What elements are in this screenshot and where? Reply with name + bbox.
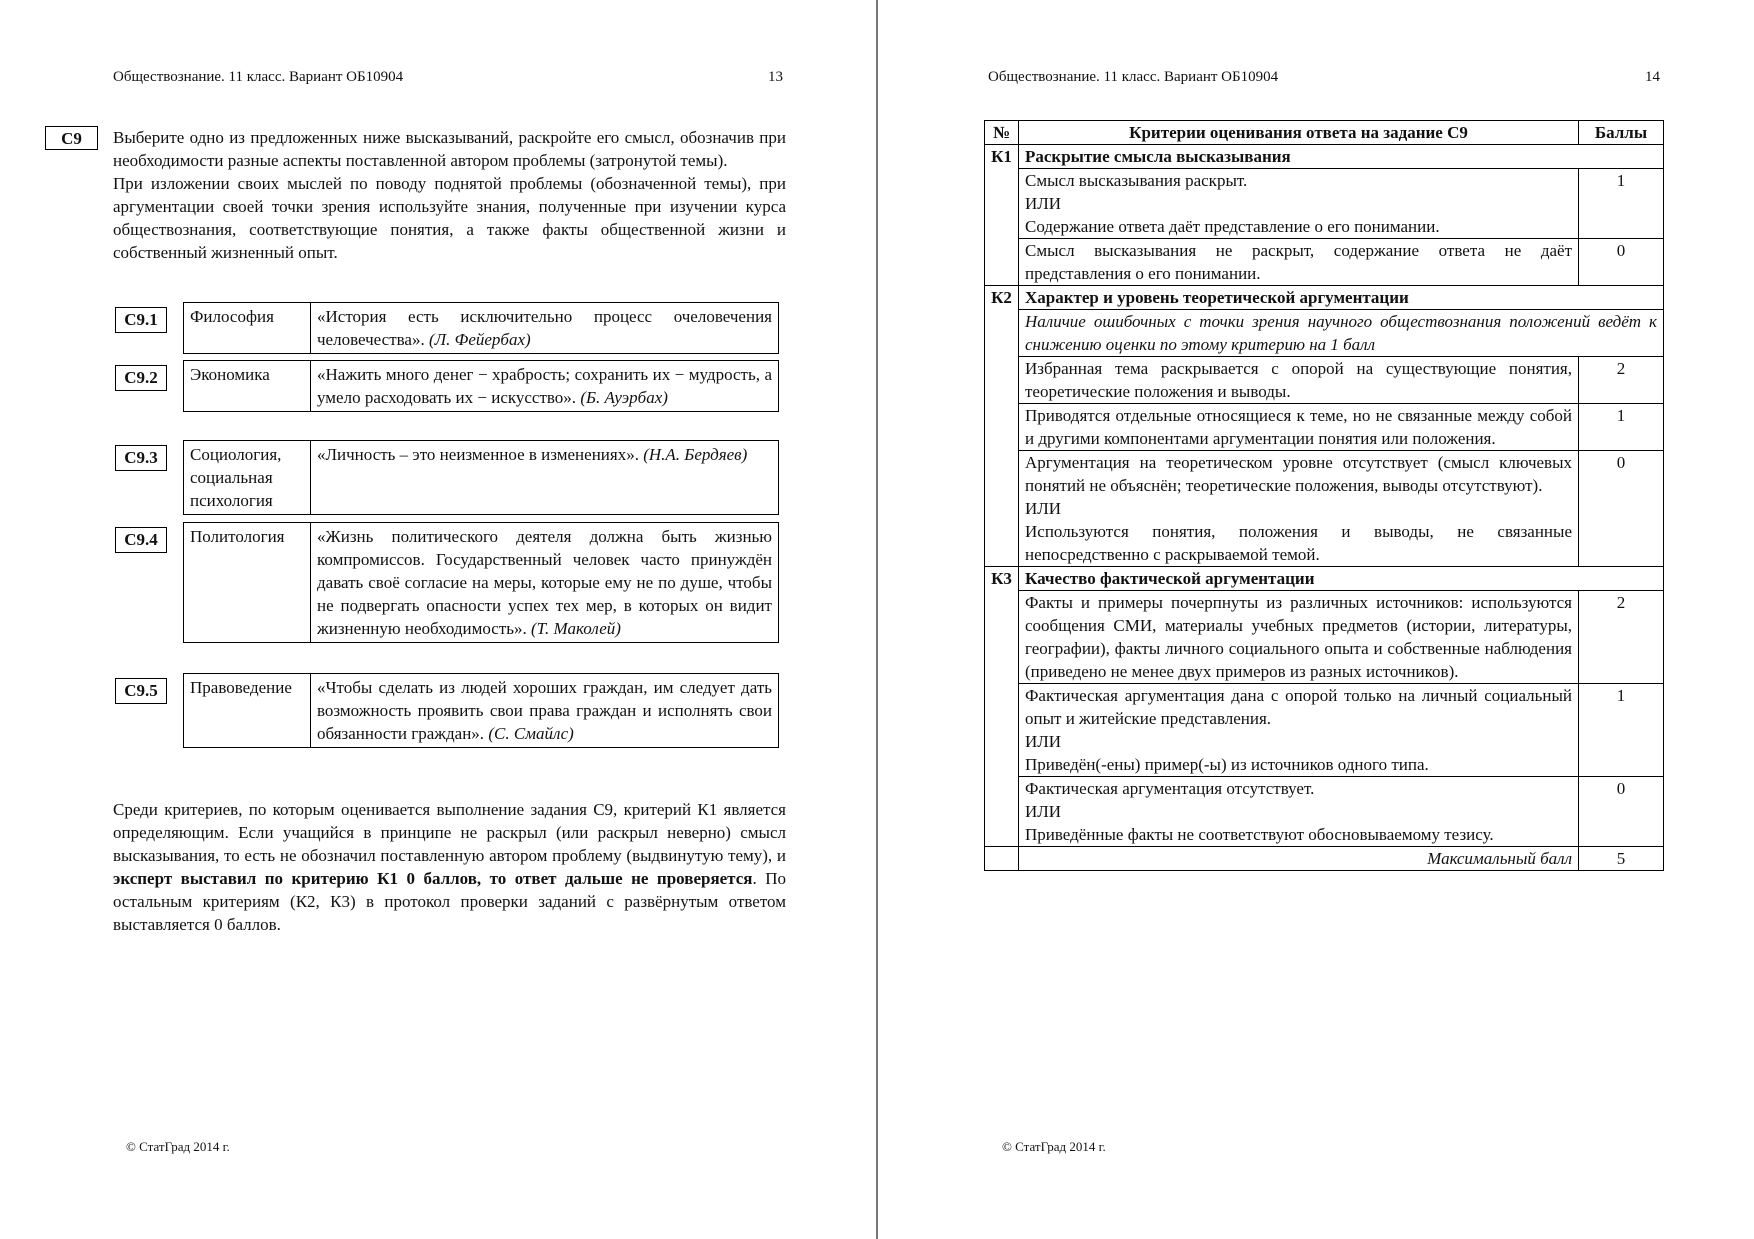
k1-title: Раскрытие смысла высказывания xyxy=(1019,145,1664,169)
k2-note: Наличие ошибочных с точки зрения научного обществознания положений ведёт к снижению оценки по этому критерию на 1 балл xyxy=(1019,310,1664,357)
subtask-quote xyxy=(311,523,779,643)
subtask-field: Политология xyxy=(184,523,311,643)
max-score-value: 5 xyxy=(1579,847,1664,871)
criterion-description: Факты и примеры почерпнуты из различных источников: используются сообщения СМИ, материалы учебных предметов (истории, литературы, географии), факты личного социального опыта и собственные наблюдения (приведено не менее двух примеров из разных источников). xyxy=(1019,591,1579,684)
left-page xyxy=(0,0,876,1239)
subtask-field: Социология, социальная психология xyxy=(184,441,311,515)
k1-title-row xyxy=(985,145,1664,169)
criteria-header-row xyxy=(985,121,1664,145)
subtask-code: С9.5 xyxy=(115,678,167,704)
task-instructions xyxy=(113,126,786,264)
quote-text: «Жизнь политического деятеля должна быть жизнью компромиссов. Государственный человек часто принуждён давать своё согласие на меры, которые ему не по душе, чтобы не подвергать опасности успех тех мер, в которых он видит жизненную необходимость». xyxy=(317,527,772,638)
col-criteria-header: Критерии оценивания ответа на задание С9 xyxy=(1019,121,1579,145)
subtask-field: Правоведение xyxy=(184,674,311,748)
subtask-code: С9.1 xyxy=(115,307,167,333)
criterion-points: 2 xyxy=(1579,357,1664,404)
table-row xyxy=(985,591,1664,684)
criteria-table xyxy=(984,120,1664,871)
criterion-points: 1 xyxy=(1579,169,1664,239)
table-row xyxy=(985,239,1664,286)
subtask-code: С9.4 xyxy=(115,527,167,553)
left-footer: © СтатГрад 2014 г. xyxy=(126,1139,230,1154)
criterion-description: Аргументация на теоретическом уровне отсутствует (смысл ключевых понятий не объяснён; теоретические положения, выводы отсутствуют). ИЛИ Используются понятия, положения и выводы, не связанные непосредственно с раскрываемой темой. xyxy=(1019,451,1579,567)
criterion-points: 2 xyxy=(1579,591,1664,684)
right-page xyxy=(878,0,1754,1239)
task-paragraph-1: Выберите одно из предложенных ниже высказываний, раскройте его смысл, обозначив при необходимости разные аспекты поставленной автором проблемы (затронутой темы). xyxy=(113,128,786,170)
note-bold-text: эксперт выставил по критерию К1 0 баллов, то ответ дальше не проверяется xyxy=(113,869,753,888)
criterion-description: Приводятся отдельные относящиеся к теме, но не связанные между собой и другими компонентами аргументации понятия или положения. xyxy=(1019,404,1579,451)
criterion-description: Избранная тема раскрывается с опорой на существующие понятия, теоретические положения и выводы. xyxy=(1019,357,1579,404)
k3-code: К3 xyxy=(985,567,1019,591)
task-code-box: С9 xyxy=(45,126,98,150)
table-row xyxy=(985,404,1664,451)
quote-author: (Н.А. Бердяев) xyxy=(643,445,748,464)
criterion-points: 1 xyxy=(1579,684,1664,777)
subtask-code: С9.2 xyxy=(115,365,167,391)
left-header-title: Обществознание. 11 класс. Вариант ОБ10904 xyxy=(113,69,404,85)
right-footer: © СтатГрад 2014 г. xyxy=(1002,1139,1106,1154)
quote-author: (Б. Ауэрбах) xyxy=(580,388,668,407)
quote-author: (Т. Маколей) xyxy=(531,619,621,638)
table-row xyxy=(985,169,1664,239)
k3-title: Качество фактической аргументации xyxy=(1019,567,1664,591)
note-text-1: Среди критериев, по которым оценивается выполнение задания С9, критерий К1 является определяющим. Если учащийся в принципе не раскрыл (или раскрыл неверно) смысл высказывания, то есть не обозначил поставленную автором проблему (выдвинутую тему), и xyxy=(113,800,786,865)
max-score-row xyxy=(985,847,1664,871)
criterion-description: Смысл высказывания не раскрыт, содержание ответа не даёт представления о его понимании. xyxy=(1019,239,1579,286)
criterion-points: 0 xyxy=(1579,451,1664,567)
subtask-quote xyxy=(311,441,779,515)
quote-text: «История есть исключительно процесс очеловечения человечества». xyxy=(317,307,772,349)
quote-text: «Нажить много денег − храбрость; сохранить их − мудрость, а умело расходовать их − искусство». xyxy=(317,365,772,407)
table-row xyxy=(985,777,1664,847)
subtask-code: С9.3 xyxy=(115,445,167,471)
quote-author: (Л. Фейербах) xyxy=(428,330,531,349)
criterion-description: Фактическая аргументация дана с опорой только на личный социальный опыт и житейские представления. ИЛИ Приведён(-ены) пример(-ы) из источников одного типа. xyxy=(1019,684,1579,777)
subtask-field: Философия xyxy=(184,303,311,354)
k2-title-row xyxy=(985,286,1664,310)
right-page-number: 14 xyxy=(1645,69,1660,85)
max-score-label: Максимальный балл xyxy=(1019,847,1579,871)
subtask-quote xyxy=(311,303,779,354)
table-row xyxy=(985,357,1664,404)
col-num-header: № xyxy=(985,121,1019,145)
left-page-number: 13 xyxy=(768,69,783,85)
grading-note xyxy=(113,798,786,936)
k1-code: К1 xyxy=(985,145,1019,169)
k2-code: К2 xyxy=(985,286,1019,310)
note-text-2: . По остальным критериям (К2, К3) в протокол проверки заданий с развёрнутым ответом выставляется 0 баллов. xyxy=(113,869,786,934)
subtask-quote xyxy=(311,674,779,748)
criterion-points: 1 xyxy=(1579,404,1664,451)
subtask-field: Экономика xyxy=(184,361,311,412)
table-row xyxy=(985,451,1664,567)
criterion-description: Фактическая аргументация отсутствует. ИЛИ Приведённые факты не соответствуют обосновываемому тезису. xyxy=(1019,777,1579,847)
criterion-description: Смысл высказывания раскрыт. ИЛИ Содержание ответа даёт представление о его понимании. xyxy=(1019,169,1579,239)
k2-title: Характер и уровень теоретической аргументации xyxy=(1019,286,1664,310)
k2-note-row xyxy=(985,310,1664,357)
k3-title-row xyxy=(985,567,1664,591)
quote-author: (С. Смайлс) xyxy=(488,724,574,743)
quote-text: «Личность – это неизменное в изменениях». xyxy=(317,445,639,464)
criterion-points: 0 xyxy=(1579,239,1664,286)
right-header-title: Обществознание. 11 класс. Вариант ОБ10904 xyxy=(988,69,1279,85)
subtask-quote xyxy=(311,361,779,412)
quote-text: «Чтобы сделать из людей хороших граждан, им следует дать возможность проявить свои права граждан и исполнять свои обязанности граждан». xyxy=(317,678,772,743)
table-row xyxy=(985,684,1664,777)
task-paragraph-2: При изложении своих мыслей по поводу поднятой проблемы (обозначенной темы), при аргументации своей точки зрения используйте знания, полученные при изучении курса обществознания, соответствующие понятия, а также факты общественной жизни и собственный жизненный опыт. xyxy=(113,174,786,262)
col-points-header: Баллы xyxy=(1579,121,1664,145)
criterion-points: 0 xyxy=(1579,777,1664,847)
